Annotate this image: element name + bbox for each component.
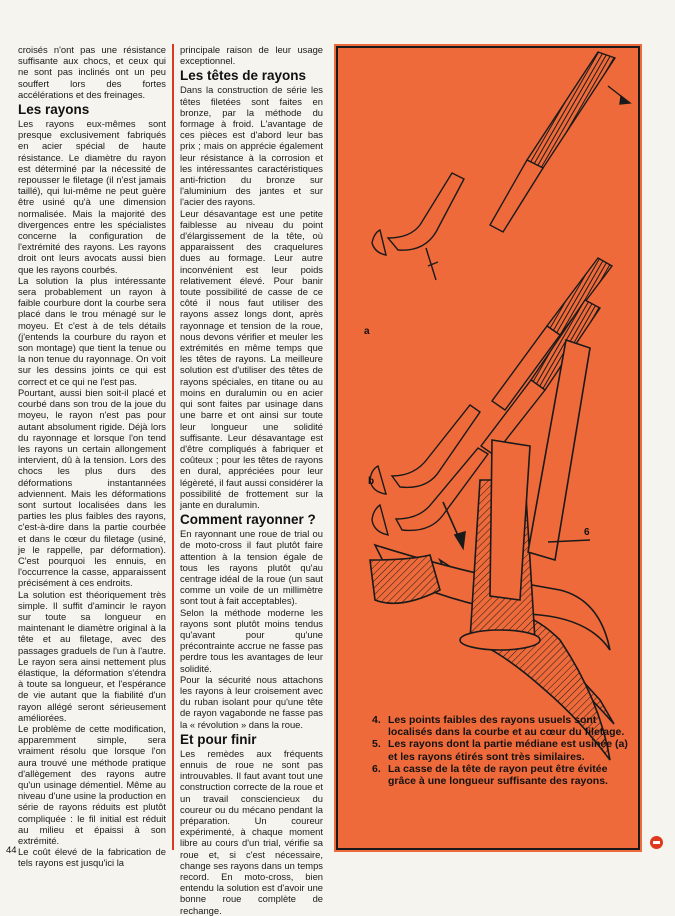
caption-number: 4. [372,714,381,726]
caption-item [372,738,634,762]
caption-text: Les rayons dont la partie médiane est usinée (a) et les rayons étirés sont très similaires. [388,738,628,763]
paragraph: croisés n'ont pas une résistance suffisante aux chocs, et ceux qui ne sont pas inclinés ont un peu souffert lors des fortes accélérations et des freinages. [18,44,166,100]
figure-caption [372,714,634,787]
paragraph: Leur désavantage est une petite faiblesse au niveau du point d'élargissement de la tête, où apparaissent des craquelures dues au formage. Leur autre inconvénient est leur poids relativement élevé. Pour banir toute possibilité de casse de ce côté il nous faut utiliser des rayons assez longs dont, après rayonnage et tension de la roue, nous devons vérifier et meuler les extrémités en même temps que les têtes de rayons. La meilleure solution est d'utiliser des têtes de rayons spéciales, en titane ou au moins en duralumin ou en acier qui sont faites par usinage dans une barre et ont ainsi sur toute leur longueur une solidité suffisante. Leur désavantage est d'être compliqués à fabriquer et coûteux ; pour les têtes de rayons en dural, appréciées pour leur légèreté, il faut aussi considérer la possibilité de frottement sur la jante en duralumin. [180,207,323,510]
section-heading: Et pour finir [180,731,257,747]
paragraph: Selon la méthode moderne les rayons sont plutôt moins tendus qu'avant pour qu'une précontrainte accrue ne fasse pas perdre tous les avantages de leur solidité. [180,606,323,674]
figure-label-6: 6 [584,527,590,538]
paragraph: En rayonnant une roue de trial ou de moto-cross il faut plutôt faire attention à la tension égale de tous les rayons plutôt qu'au centrage idéal de la roue (un saut comme un voile de un millimètre sont tout à fait acceptables). [180,528,323,607]
caption-item [372,714,634,738]
page-number: 44 [6,845,17,856]
paragraph: principale raison de leur usage exceptionnel. [180,44,323,67]
paragraph: Pourtant, aussi bien soit-il placé et courbé dans son trou de la joue du moyeu, le rayon n'est pas pour autant absolument rigide. Déjà lors du rayonnage et lorsque l'on tend les rayons un certain allongement intervient, dû à la tension. Lors des chocs les plus durs des déformations instantannées adviennent. Mais les déformations sont surtout localisées dans les parties les plus faibles des rayons, c'est-à-dire dans la partie courbée et dans le cœur du filetage (usiné, je le rappelle, par déformation). C'est pourquoi les ennuis, en l'occurrence la casse, apparaissent précisément à ces endroits. [18,386,166,589]
paragraph: Les rayons eux-mêmes sont presque exclusivement fabriqués en acier spécial de haute résistance. Le diamètre du rayon est déterminé par la nécessité de repousser le filetage (il n'est jamais taillé), qui lui-même ne peut guère être usiné qu'à une dimension normalisée. Mais la majorité des divergences entre les spécialistes concerne la configuration de l'extrémité des rayons. Les rayons droit ont leurs avocats aussi bien que les rayons courbés. [18,118,166,275]
section-heading: Les rayons [18,102,90,118]
paragraph: Le coût élevé de la fabrication de tels rayons est jusqu'ici la [18,846,166,869]
publisher-logo-icon [650,836,663,849]
caption-item [372,763,634,787]
figure-label-b: b [368,476,375,487]
caption-number: 6. [372,762,381,775]
paragraph: Pour la sécurité nous attachons les rayons à leur croisement avec du ruban isolant pour qu'une tête de rayon vagabonde ne fasse pas la « révolution » dans la roue. [180,673,323,730]
paragraph: Le problème de cette modification, apparemment simple, sera vraiment résolu que lorsque l'on aura trouvé une méthode pratique d'allègement des rayons autre qu'un usinage démentiel. Même au niveau d'une usine la production en série de rayons réduits est plutôt compliquée : le fil initial est réduit au milieu et épaissi à son extrémité. [18,722,166,847]
rim-and-nipple [370,340,614,760]
figure-label-a: a [364,326,370,337]
caption-number: 5. [372,738,381,751]
paragraph: Les remèdes aux fréquents ennuis de roue ne sont pas introuvables. Il faut avant tout une construction correcte de la roue et un travail consciencieux du coureur ou du mécano pendant la préparation. Un coureur expérimenté, à chaque moment libre au cours d'un trial, vérifie sa roue et, si c'est nécessaire, change ses rayons dans un temps record. En moto-cross, bien entendu la solution est d'avoir une bonne roue complète de rechange. [180,747,323,916]
paragraph: Dans la construction de série les têtes filetées sont faites en bronze, par la méthode du formage à froid. L'avantage de ces pièces est d'abord leur bas prix ; mais on apprécie également leur résistance à la corrosion et les intéressantes caractéristiques anti-friction du bronze sur l'aluminium des jantes et sur l'acier des rayons. [180,84,323,208]
caption-text: La casse de la tête de rayon peut être évitée grâce à une longueur suffisante des rayons. [388,762,608,788]
caption-text: Les points faibles des rayons usuels sont localisés dans la courbe et au cœur du filetage. [388,714,625,739]
spoke-fig4 [372,52,630,280]
section-heading: Comment rayonner ? [180,512,316,528]
section-heading: Les têtes de rayons [180,68,307,84]
paragraph: La solution la plus intéressante sera probablement un rayon à faible courbure dont la courbe sera placé dans le trou ménagé sur le moyeu. Et c'est à de tels détails (j'entends la courbure du rayon et son montage) que tient la tenue ou la non tenue du rayonnage. On voit sur les dessins joints ce qui est correct et ce qui ne l'est pas. [18,274,166,387]
paragraph: La solution est théoriquement très simple. Il suffit d'amincir le rayon sur toute sa longueur en maintenant le diamètre original à la tête et au filetage, avec des passages graduels de l'un à l'autre. Le rayon sera ainsi nettement plus élastique, la déformation s'étendra à toute sa longueur, et l'espérance de vie autant que la fiabilité d'un rayon allégé seront sérieusement améliorées. [18,588,166,723]
